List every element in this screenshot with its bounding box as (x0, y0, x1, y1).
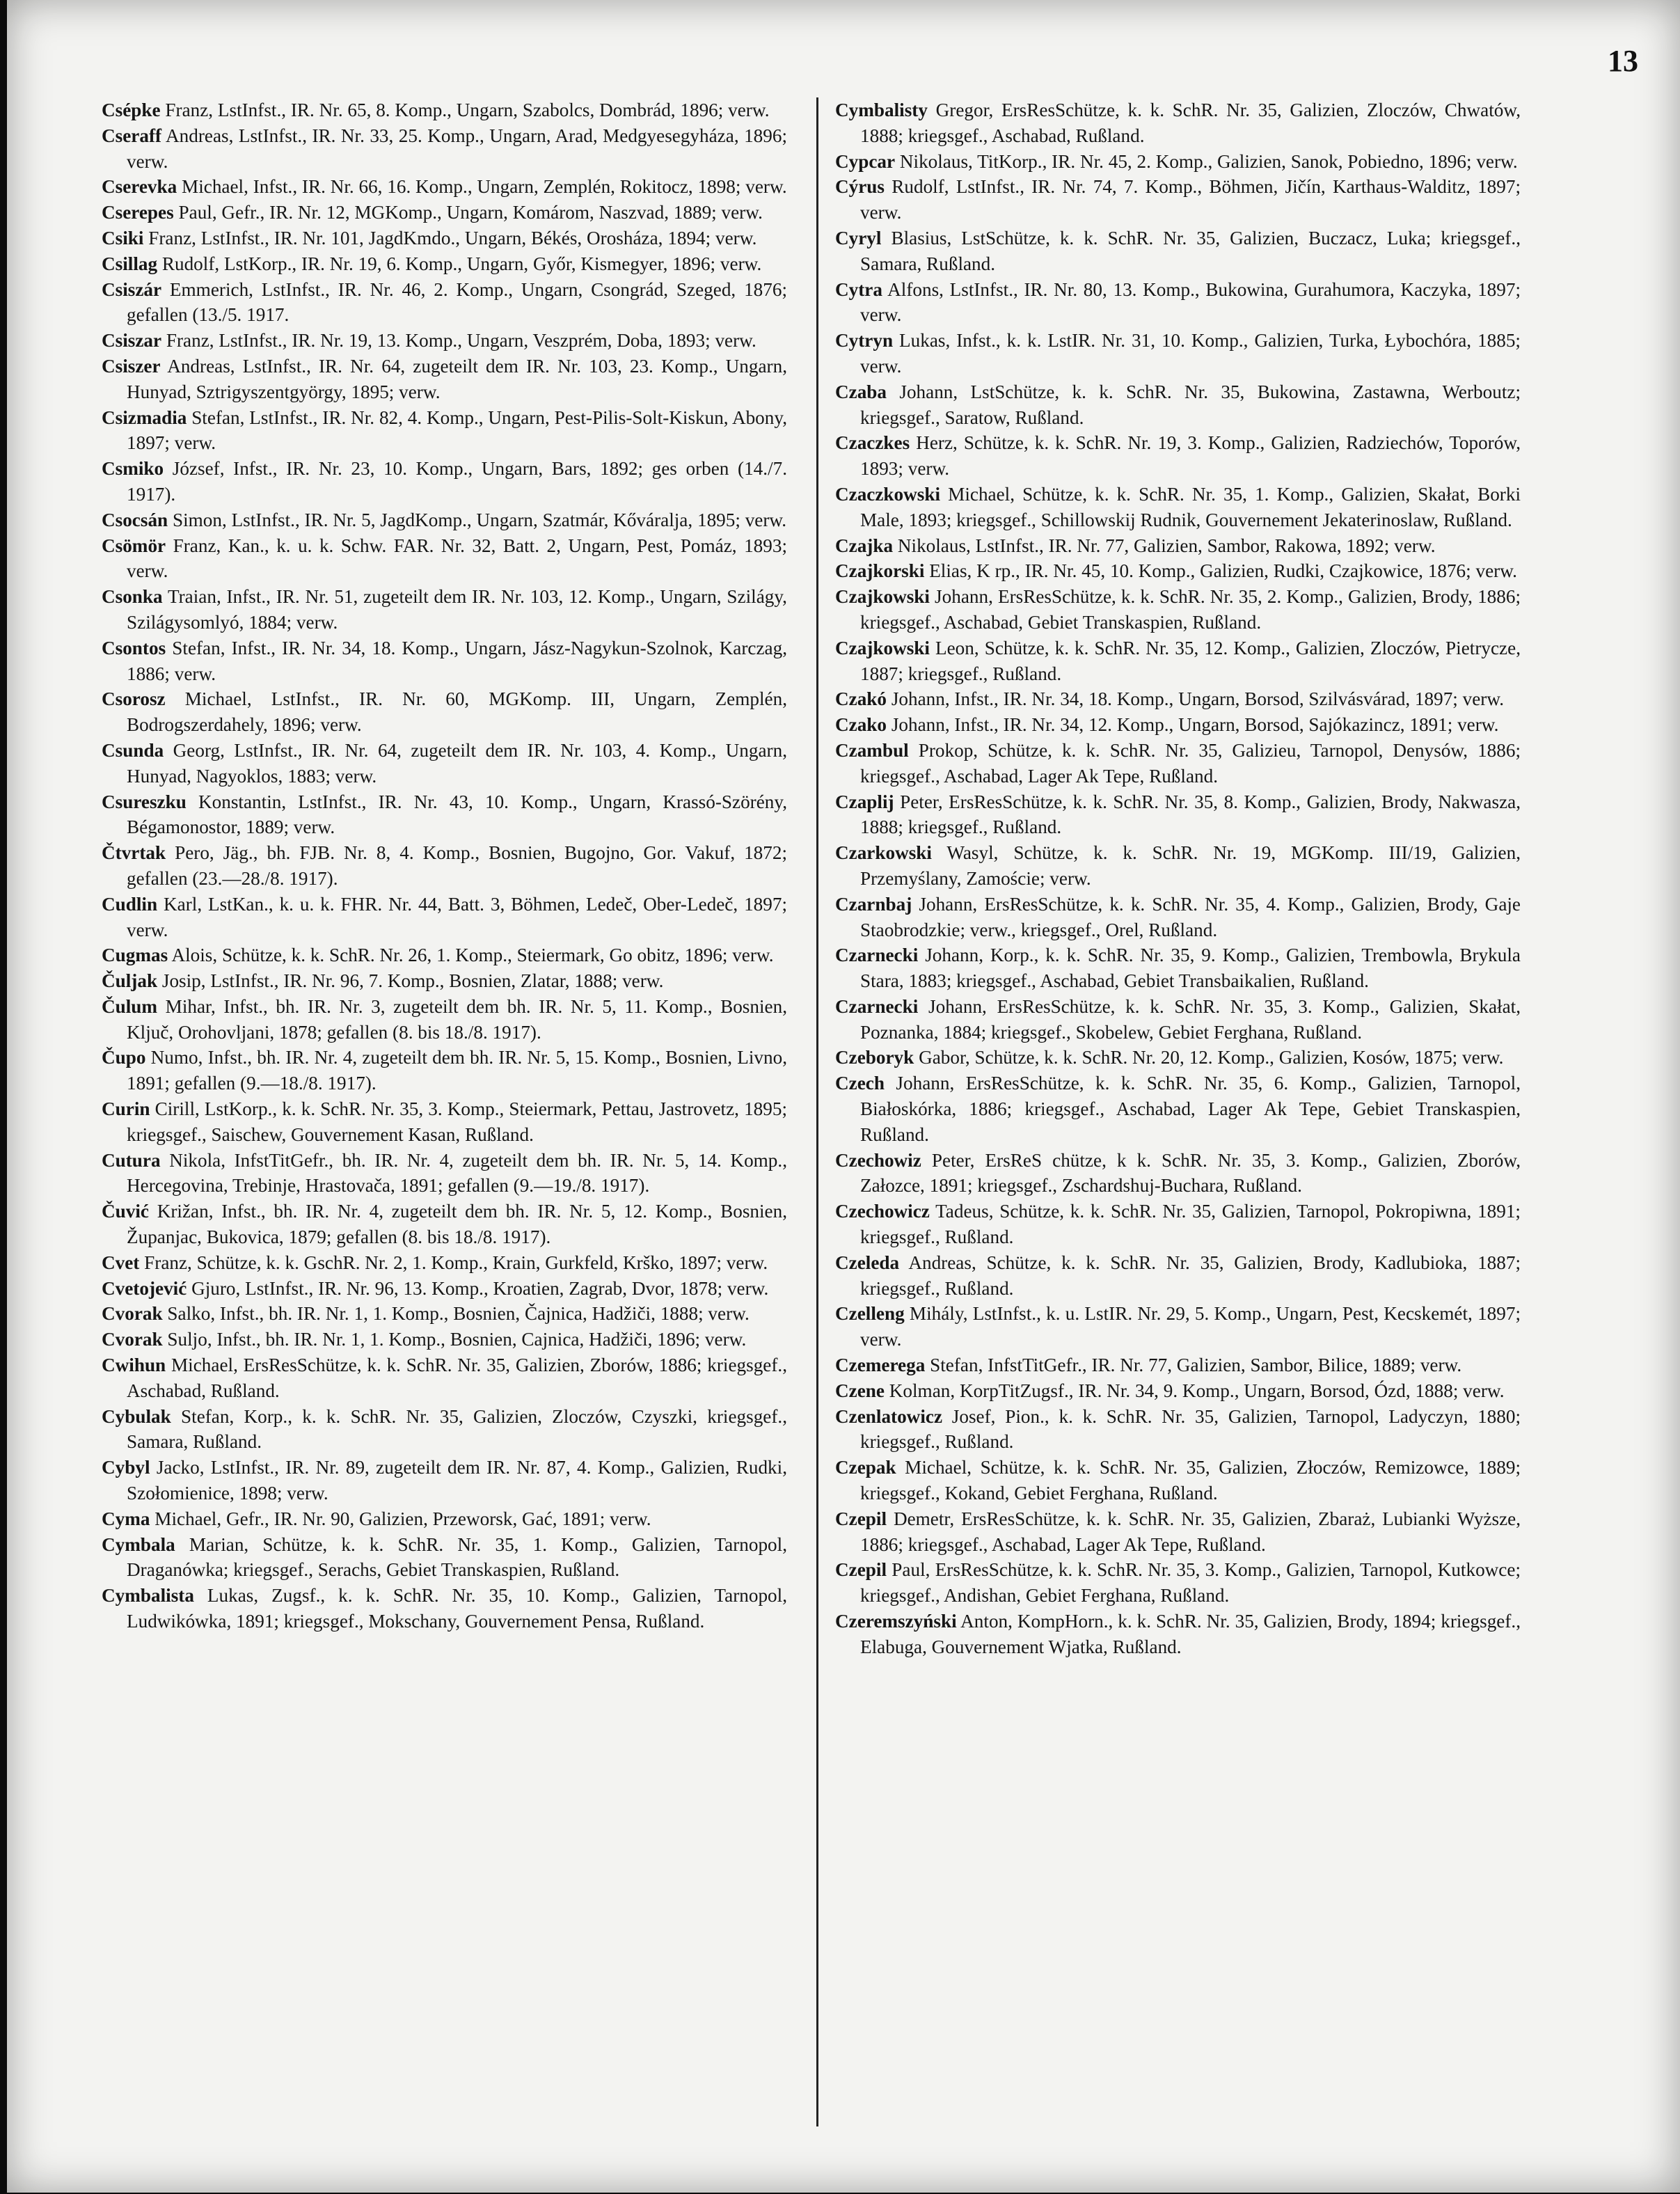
page-number: 13 (1608, 44, 1638, 78)
entry-text: Michael, Gefr., IR. Nr. 90, Galizien, Przeworsk, Gać, 1891; verw. (154, 1508, 651, 1529)
entry-text: Johann, ErsResSchütze, k. k. SchR. Nr. 35, 2. Komp., Galizien, Brody, 1886; kriegsgef., Aschabad, Gebiet Transkaspien, Rußland. (860, 586, 1521, 633)
column-divider (816, 97, 818, 2126)
entry-text: Alois, Schütze, k. k. SchR. Nr. 26, 1. Komp., Steiermark, Go obitz, 1896; verw. (171, 945, 774, 966)
list-entry (835, 686, 1521, 712)
list-entry (102, 738, 787, 789)
entry-surname: Csizmadia (102, 407, 187, 428)
entry-surname: Czepil (835, 1559, 887, 1581)
entry-text: Johann, ErsResSchütze, k. k. SchR. Nr. 35, 6. Komp., Galizien, Tarnopol, Białoskórka, 1886; kriegsgef., Aschabad, Lager Ak Tepe, Gebiet Transkaspien, Rußland. (860, 1073, 1521, 1145)
entry-surname: Czambul (835, 739, 909, 761)
entry-text: Gabor, Schütze, k. k. SchR. Nr. 20, 12. Komp., Galizien, Kosów, 1875; verw. (919, 1047, 1504, 1068)
entry-text: Franz, LstInfst., IR. Nr. 101, JagdKmdo., Ungarn, Békés, Orosháza, 1894; verw. (148, 227, 757, 248)
entry-text: Salko, Infst., bh. IR. Nr. 1, 1. Komp., Bosnien, Čajnica, Hadžiči, 1888; verw. (167, 1303, 750, 1325)
entry-text: Rudolf, LstInfst., IR. Nr. 74, 7. Komp., Böhmen, Jičín, Karthaus-Walditz, 1897; verw. (860, 176, 1521, 223)
entry-surname: Csillag (102, 253, 158, 274)
entry-surname: Csorosz (102, 688, 166, 710)
entry-text: Josef, Pion., k. k. SchR. Nr. 35, Galizien, Tarnopol, Ladyczyn, 1880; kriegsgef., Rußland. (860, 1405, 1521, 1453)
entry-text: Nikola, InfstTitGefr., bh. IR. Nr. 4, zugeteilt dem bh. IR. Nr. 5, 14. Komp., Hercegovina, Trebinje, Hrastovača, 1891; gefallen (9.—19./8. 1917). (127, 1149, 787, 1197)
list-entry (102, 174, 787, 200)
entry-surname: Curin (102, 1098, 150, 1120)
entry-surname: Čulum (102, 995, 158, 1017)
list-entry (835, 482, 1521, 533)
entry-surname: Cypcar (835, 150, 896, 172)
list-entry (102, 1506, 787, 1532)
list-entry (835, 379, 1521, 431)
list-entry (102, 123, 787, 175)
entry-text: Leon, Schütze, k. k. SchR. Nr. 35, 12. Komp., Galizien, Zloczów, Pietrycze, 1887; kriegsgef., Rußland. (860, 637, 1521, 684)
list-entry (102, 636, 787, 687)
entry-surname: Czajka (835, 535, 894, 556)
entry-text: Pero, Jäg., bh. FJB. Nr. 8, 4. Komp., Bosnien, Bugojno, Gor. Vakuf, 1872; gefallen (23.—28./8. 1917). (127, 842, 788, 889)
entry-surname: Czenlatowicz (835, 1405, 943, 1427)
list-entry (102, 226, 787, 251)
list-entry (102, 354, 787, 405)
entry-surname: Csunda (102, 739, 164, 761)
list-entry (102, 277, 787, 329)
entry-text: Georg, LstInfst., IR. Nr. 64, zugeteilt dem IR. Nr. 103, 4. Komp., Ungarn, Hunyad, Nagyoklos, 1883; verw. (127, 739, 787, 787)
entry-text: Lukas, Zugsf., k. k. SchR. Nr. 35, 10. Komp., Galizien, Tarnopol, Ludwikówka, 1891; kriegsgef., Mokschany, Gouvernement Pensa, Rußland. (127, 1585, 787, 1632)
entry-text: Michael, Schütze, k. k. SchR. Nr. 35, Galizien, Złoczów, Remizowce, 1889; kriegsgef., Kokand, Gebiet Ferghana, Rußland. (860, 1457, 1521, 1504)
entry-text: Prokop, Schütze, k. k. SchR. Nr. 35, Galizieu, Tarnopol, Denysów, 1886; kriegsgef., Aschabad, Lager Ak Tepe, Rußland. (860, 739, 1521, 787)
list-entry (102, 1327, 787, 1352)
entry-text: Franz, LstInfst., IR. Nr. 19, 13. Komp., Ungarn, Veszprém, Doba, 1893; verw. (166, 330, 756, 352)
list-entry (835, 840, 1521, 892)
list-entry (102, 1096, 787, 1148)
list-entry (102, 584, 787, 636)
entry-text: Alfons, LstInfst., IR. Nr. 80, 13. Komp., Bukowina, Gurahumora, Kaczyka, 1897; verw. (860, 278, 1521, 326)
entry-surname: Czene (835, 1380, 885, 1401)
list-entry (835, 1148, 1521, 1199)
entry-text: Cirill, LstKorp., k. k. SchR. Nr. 35, 3. Komp., Steiermark, Pettau, Jastrovetz, 1895; kriegsgef., Saischew, Gouvernement Kasan, Rußland. (127, 1098, 787, 1145)
entry-text: Marian, Schütze, k. k. SchR. Nr. 35, 1. Komp., Galizien, Tarnopol, Draganówka; kriegsgef., Serachs, Gebiet Transkaspien, Rußland. (127, 1533, 787, 1581)
list-entry (102, 840, 787, 892)
entry-text: Gregor, ErsResSchütze, k. k. SchR. Nr. 35, Galizien, Zloczów, Chwatów, 1888; kriegsgef., Aschabad, Rußland. (860, 100, 1521, 146)
right-column (835, 97, 1521, 1660)
list-entry (102, 456, 787, 507)
list-entry (102, 507, 787, 533)
entry-text: Gjuro, LstInfst., IR. Nr. 96, 13. Komp., Kroatien, Zagrab, Dvor, 1878; verw. (191, 1277, 769, 1299)
entry-surname: Czaczkowski (835, 483, 941, 505)
entry-surname: Czeboryk (835, 1047, 914, 1068)
entry-text: Stefan, Korp., k. k. SchR. Nr. 35, Galizien, Zloczów, Czyszki, kriegsgef., Samara, Rußland. (127, 1405, 787, 1453)
list-entry (102, 251, 787, 277)
list-entry (835, 174, 1521, 226)
list-entry (835, 738, 1521, 789)
entry-surname: Cvorak (102, 1303, 163, 1325)
list-entry (835, 942, 1521, 994)
entry-surname: Czajkowski (835, 637, 930, 658)
entry-text: Franz, LstInfst., IR. Nr. 65, 8. Komp., Ungarn, Szabolcs, Dombrád, 1896; verw. (165, 100, 770, 120)
entry-surname: Czeremszyński (835, 1611, 957, 1632)
entry-surname: Czemerega (835, 1355, 926, 1376)
list-entry (835, 97, 1521, 149)
list-entry (835, 1609, 1521, 1660)
entry-text: Peter, ErsReS chütze, k k. SchR. Nr. 35, 3. Komp., Galizien, Zborów, Załozce, 1891; kriegsgef., Zschardshuj-Buchara, Rußland. (860, 1149, 1521, 1197)
entry-text: Anton, KompHorn., k. k. SchR. Nr. 35, Galizien, Brody, 1894; kriegsgef., Elabuga, Gouvernement Wjatka, Rußland. (860, 1611, 1521, 1657)
entry-text: Michael, ErsResSchütze, k. k. SchR. Nr. 35, Galizien, Zborów, 1886; kriegsgef., Aschabad, Rußland. (127, 1355, 787, 1401)
list-entry (835, 1506, 1521, 1558)
entry-text: Demetr, ErsResSchütze, k. k. SchR. Nr. 35, Galizien, Zbaraż, Lubianki Wyższe, 1886; kriegsgef., Aschabad, Lager Ak Tepe, Rußland. (860, 1508, 1521, 1555)
entry-surname: Csmiko (102, 458, 164, 480)
entry-text: Michael, Infst., IR. Nr. 66, 16. Komp., Ungarn, Zemplén, Rokitocz, 1898; verw. (182, 176, 787, 198)
list-entry (835, 226, 1521, 277)
entry-surname: Csépke (102, 100, 161, 120)
entry-surname: Cutura (102, 1149, 161, 1171)
entry-surname: Cugmas (102, 945, 168, 966)
entry-text: Johann, ErsResSchütze, k. k. SchR. Nr. 35, 3. Komp., Galizien, Skałat, Poznanka, 1884; kriegsgef., Skobelew, Gebiet Ferghana, Rußland. (860, 995, 1521, 1043)
entry-text: Andreas, LstInfst., IR. Nr. 33, 25. Komp., Ungarn, Arad, Medgyesegyháza, 1896; verw. (127, 125, 787, 172)
entry-text: Lukas, Infst., k. k. LstIR. Nr. 31, 10. Komp., Galizien, Turka, Łybochóra, 1885; verw. (860, 330, 1521, 377)
list-entry (835, 1071, 1521, 1147)
entry-text: Herz, Schütze, k. k. SchR. Nr. 19, 3. Komp., Galizien, Radziechów, Toporów, 1893; verw. (860, 432, 1521, 480)
entry-text: Konstantin, LstInfst., IR. Nr. 43, 10. Komp., Ungarn, Krassó-Szörény, Bégamonostor, 1889; verw. (127, 791, 787, 838)
entry-surname: Czepak (835, 1457, 896, 1478)
entry-surname: Čtvrtak (102, 842, 166, 864)
list-entry (102, 789, 787, 841)
entry-surname: Czako (835, 714, 887, 736)
entry-text: Nikolaus, TitKorp., IR. Nr. 45, 2. Komp., Galizien, Sanok, Pobiedno, 1896; verw. (899, 150, 1518, 172)
entry-surname: Csiszer (102, 355, 161, 377)
list-entry (102, 968, 787, 994)
entry-text: Emmerich, LstInfst., IR. Nr. 46, 2. Komp., Ungarn, Csongrád, Szeged, 1876; gefallen (13./5. 1917. (127, 278, 788, 326)
list-entry (835, 1557, 1521, 1609)
list-entry (102, 1455, 787, 1506)
entry-surname: Csocsán (102, 509, 168, 530)
entry-text: Paul, Gefr., IR. Nr. 12, MGKomp., Ungarn, Komárom, Naszvad, 1889; verw. (178, 202, 763, 223)
entry-text: Johann, Infst., IR. Nr. 34, 18. Komp., Ungarn, Borsod, Szilvásvárad, 1897; verw. (891, 688, 1505, 710)
entry-surname: Czarnecki (835, 945, 919, 966)
entry-surname: Cybulak (102, 1405, 171, 1427)
list-entry (835, 1404, 1521, 1455)
entry-text: Michael, LstInfst., IR. Nr. 60, MGKomp. III, Ungarn, Zemplén, Bodrogszerdahely, 1896; verw. (127, 688, 787, 736)
entry-surname: Cvet (102, 1252, 140, 1273)
list-entry (102, 1045, 787, 1096)
entry-surname: Cserepes (102, 202, 174, 223)
entry-surname: Czarnecki (835, 995, 919, 1017)
list-entry (102, 328, 787, 354)
list-entry (835, 1199, 1521, 1250)
entry-text: Johann, ErsResSchütze, k. k. SchR. Nr. 35, 4. Komp., Galizien, Brody, Gaje Staobrodzkie; verw., kriegsgef., Orel, Rußland. (860, 893, 1521, 940)
list-entry (835, 149, 1521, 175)
entry-text: Mihály, LstInfst., k. u. LstIR. Nr. 29, 5. Komp., Ungarn, Pest, Kecskemét, 1897; verw. (860, 1303, 1521, 1350)
entry-text: Jacko, LstInfst., IR. Nr. 89, zugeteilt dem IR. Nr. 87, 4. Komp., Galizien, Rudki, Szołomienice, 1898; verw. (127, 1457, 788, 1504)
list-entry (102, 1352, 787, 1404)
list-entry (835, 636, 1521, 687)
entry-text: Franz, Schütze, k. k. GschR. Nr. 2, 1. Komp., Krain, Gurkfeld, Krško, 1897; verw. (144, 1252, 768, 1273)
list-entry (102, 994, 787, 1045)
entry-surname: Cserevka (102, 176, 177, 198)
entry-surname: Csontos (102, 637, 166, 658)
entry-text: Suljo, Infst., bh. IR. Nr. 1, 1. Komp., Bosnien, Cajnica, Hadžiči, 1896; verw. (167, 1329, 747, 1350)
entry-surname: Csiki (102, 227, 144, 248)
entry-text: Stefan, InfstTitGefr., IR. Nr. 77, Galizien, Sambor, Bilice, 1889; verw. (930, 1355, 1462, 1376)
list-entry (835, 533, 1521, 559)
entry-surname: Czaba (835, 381, 887, 402)
entry-text: Mihar, Infst., bh. IR. Nr. 3, zugeteilt dem bh. IR. Nr. 5, 11. Komp., Bosnien, Ključ, Orohovljani, 1878; gefallen (8. bis 18./8. 1917). (127, 995, 787, 1043)
entry-text: Stefan, Infst., IR. Nr. 34, 18. Komp., Ungarn, Jász-Nagykun-Szolnok, Karczag, 1886; verw. (127, 637, 787, 684)
entry-text: Peter, ErsResSchütze, k. k. SchR. Nr. 35, 8. Komp., Galizien, Brody, Nakwasza, 1888; kriegsgef., Rußland. (860, 791, 1521, 838)
entry-surname: Csureszku (102, 791, 187, 812)
entry-surname: Čupo (102, 1047, 146, 1068)
entry-surname: Czaplij (835, 791, 894, 812)
list-entry (102, 892, 787, 943)
list-entry (102, 1301, 787, 1327)
entry-surname: Cýrus (835, 176, 885, 198)
list-entry (835, 994, 1521, 1045)
entry-text: Križan, Infst., bh. IR. Nr. 4, zugeteilt dem bh. IR. Nr. 5, 12. Komp., Bosnien, Županjac, Bukovica, 1879; gefallen (8. bis 18./8. 1917). (127, 1201, 788, 1248)
list-entry (835, 558, 1521, 584)
entry-text: Numo, Infst., bh. IR. Nr. 4, zugeteilt dem bh. IR. Nr. 5, 15. Komp., Bosnien, Livno, 1891; gefallen (9.—18./8. 1917). (127, 1047, 788, 1094)
entry-surname: Cudlin (102, 893, 158, 915)
list-entry (835, 1378, 1521, 1404)
entry-surname: Cymbalista (102, 1585, 194, 1607)
entry-surname: Csiszár (102, 278, 162, 300)
list-entry (102, 686, 787, 738)
list-entry (835, 1352, 1521, 1378)
list-entry (835, 712, 1521, 738)
list-entry (102, 1276, 787, 1302)
entry-surname: Cvorak (102, 1329, 163, 1350)
entry-text: Rudolf, LstKorp., IR. Nr. 19, 6. Komp., Ungarn, Győr, Kismegyer, 1896; verw. (161, 253, 762, 274)
entry-text: Johann, LstSchütze, k. k. SchR. Nr. 35, Bukowina, Zastawna, Werboutz; kriegsgef., Saratow, Rußland. (860, 381, 1521, 428)
entry-surname: Czeleda (835, 1252, 900, 1273)
list-entry (835, 1045, 1521, 1071)
entry-surname: Czarnbaj (835, 893, 912, 915)
list-entry (835, 584, 1521, 636)
list-entry (102, 1583, 787, 1634)
entry-surname: Czarkowski (835, 842, 932, 864)
entry-text: Andreas, Schütze, k. k. SchR. Nr. 35, Galizien, Brody, Kadlubioka, 1887; kriegsgef., Rußland. (860, 1252, 1521, 1299)
entry-text: Michael, Schütze, k. k. SchR. Nr. 35, 1. Komp., Galizien, Skałat, Borki Male, 1893; kriegsgef., Schillowskij Rudnik, Gouvernement Jekaterinoslaw, Rußland. (860, 483, 1521, 530)
entry-surname: Czepil (835, 1508, 887, 1529)
left-column (102, 97, 787, 1634)
entry-surname: Cvetojević (102, 1277, 187, 1299)
entry-text: Andreas, LstInfst., IR. Nr. 64, zugeteilt dem IR. Nr. 103, 23. Komp., Ungarn, Hunyad, Sztrigyszentgyörgy, 1895; verw. (127, 355, 787, 402)
entry-text: Paul, ErsResSchütze, k. k. SchR. Nr. 35, 3. Komp., Galizien, Tarnopol, Kutkowce; kriegsgef., Andishan, Gebiet Ferghana, Rußland. (860, 1559, 1521, 1607)
entry-text: Johann, Infst., IR. Nr. 34, 12. Komp., Ungarn, Borsod, Sajókazincz, 1891; verw. (891, 714, 1499, 736)
list-entry (835, 1250, 1521, 1302)
list-entry (835, 430, 1521, 482)
list-entry (102, 942, 787, 968)
entry-text: Johann, Korp., k. k. SchR. Nr. 35, 9. Komp., Galizien, Trembowla, Brykula Stara, 1883; kriegsgef., Aschabad, Gebiet Transbaikalien, Rußland. (860, 945, 1521, 992)
entry-text: Elias, K rp., IR. Nr. 45, 10. Komp., Galizien, Rudki, Czajkowice, 1876; verw. (929, 560, 1517, 582)
entry-surname: Csiszar (102, 330, 162, 352)
entry-text: Karl, LstKan., k. u. k. FHR. Nr. 44, Batt. 3, Böhmen, Ledeč, Ober-Ledeč, 1897; verw. (127, 893, 788, 940)
list-entry (835, 328, 1521, 379)
entry-surname: Czelleng (835, 1303, 905, 1325)
entry-surname: Csonka (102, 586, 163, 608)
entry-surname: Czakó (835, 688, 887, 710)
list-entry (835, 1455, 1521, 1506)
entry-surname: Čuljak (102, 970, 158, 992)
entry-text: Traian, Infst., IR. Nr. 51, zugeteilt dem IR. Nr. 103, 12. Komp., Ungarn, Szilágy, Szilágysomlyó, 1884; verw. (127, 586, 787, 633)
entry-text: Franz, Kan., k. u. k. Schw. FAR. Nr. 32, Batt. 2, Ungarn, Pest, Pomáz, 1893; verw. (127, 535, 788, 582)
entry-text: Josip, LstInfst., IR. Nr. 96, 7. Komp., Bosnien, Zlatar, 1888; verw. (161, 970, 664, 992)
list-entry (102, 533, 787, 585)
list-entry (835, 1301, 1521, 1352)
list-entry (102, 1148, 787, 1199)
entry-text: Wasyl, Schütze, k. k. SchR. Nr. 19, MGKomp. III/19, Galizien, Przemyślany, Zamoście; verw. (860, 842, 1521, 889)
list-entry (835, 789, 1521, 841)
entry-text: Tadeus, Schütze, k. k. SchR. Nr. 35, Galizien, Tarnopol, Pokropiwna, 1891; kriegsgef., Rußland. (860, 1201, 1521, 1248)
list-entry (102, 1404, 787, 1455)
entry-surname: Cymbala (102, 1533, 175, 1555)
entry-surname: Czechowicz (835, 1201, 930, 1222)
entry-text: Stefan, LstInfst., IR. Nr. 82, 4. Komp., Ungarn, Pest-Pilis-Solt-Kiskun, Abony, 1897; verw. (127, 407, 787, 454)
entry-surname: Cyma (102, 1508, 150, 1529)
entry-surname: Cymbalisty (835, 100, 928, 120)
list-entry (102, 1250, 787, 1276)
page (7, 0, 1680, 2193)
entry-surname: Cwihun (102, 1355, 166, 1376)
list-entry (102, 97, 787, 123)
entry-text: József, Infst., IR. Nr. 23, 10. Komp., Ungarn, Bars, 1892; ges orben (14./7. 1917). (127, 458, 788, 505)
list-entry (102, 1199, 787, 1250)
entry-surname: Czajkowski (835, 586, 930, 608)
entry-surname: Cytryn (835, 330, 894, 352)
list-entry (102, 200, 787, 226)
entry-surname: Czechowiz (835, 1149, 921, 1171)
list-entry (835, 892, 1521, 943)
entry-text: Nikolaus, LstInfst., IR. Nr. 77, Galizien, Sambor, Rakowa, 1892; verw. (897, 535, 1436, 556)
entry-text: Kolman, KorpTitZugsf., IR. Nr. 34, 9. Komp., Ungarn, Borsod, Ózd, 1888; verw. (889, 1380, 1505, 1401)
list-entry (102, 405, 787, 457)
list-entry (835, 277, 1521, 329)
entry-surname: Czaczkes (835, 432, 910, 454)
entry-surname: Czajkorski (835, 560, 925, 582)
entry-surname: Cybyl (102, 1457, 150, 1478)
entry-surname: Cyryl (835, 227, 882, 248)
entry-surname: Cseraff (102, 125, 162, 146)
entry-surname: Czech (835, 1073, 885, 1094)
entry-surname: Čuvić (102, 1201, 149, 1222)
entry-surname: Csömör (102, 535, 166, 556)
entry-surname: Cytra (835, 278, 882, 300)
entry-text: Simon, LstInfst., IR. Nr. 5, JagdKomp., Ungarn, Szatmár, Kőváralja, 1895; verw. (172, 509, 787, 530)
entry-text: Blasius, LstSchütze, k. k. SchR. Nr. 35, Galizien, Buczacz, Luka; kriegsgef., Samara, Rußland. (860, 227, 1521, 274)
list-entry (102, 1532, 787, 1584)
